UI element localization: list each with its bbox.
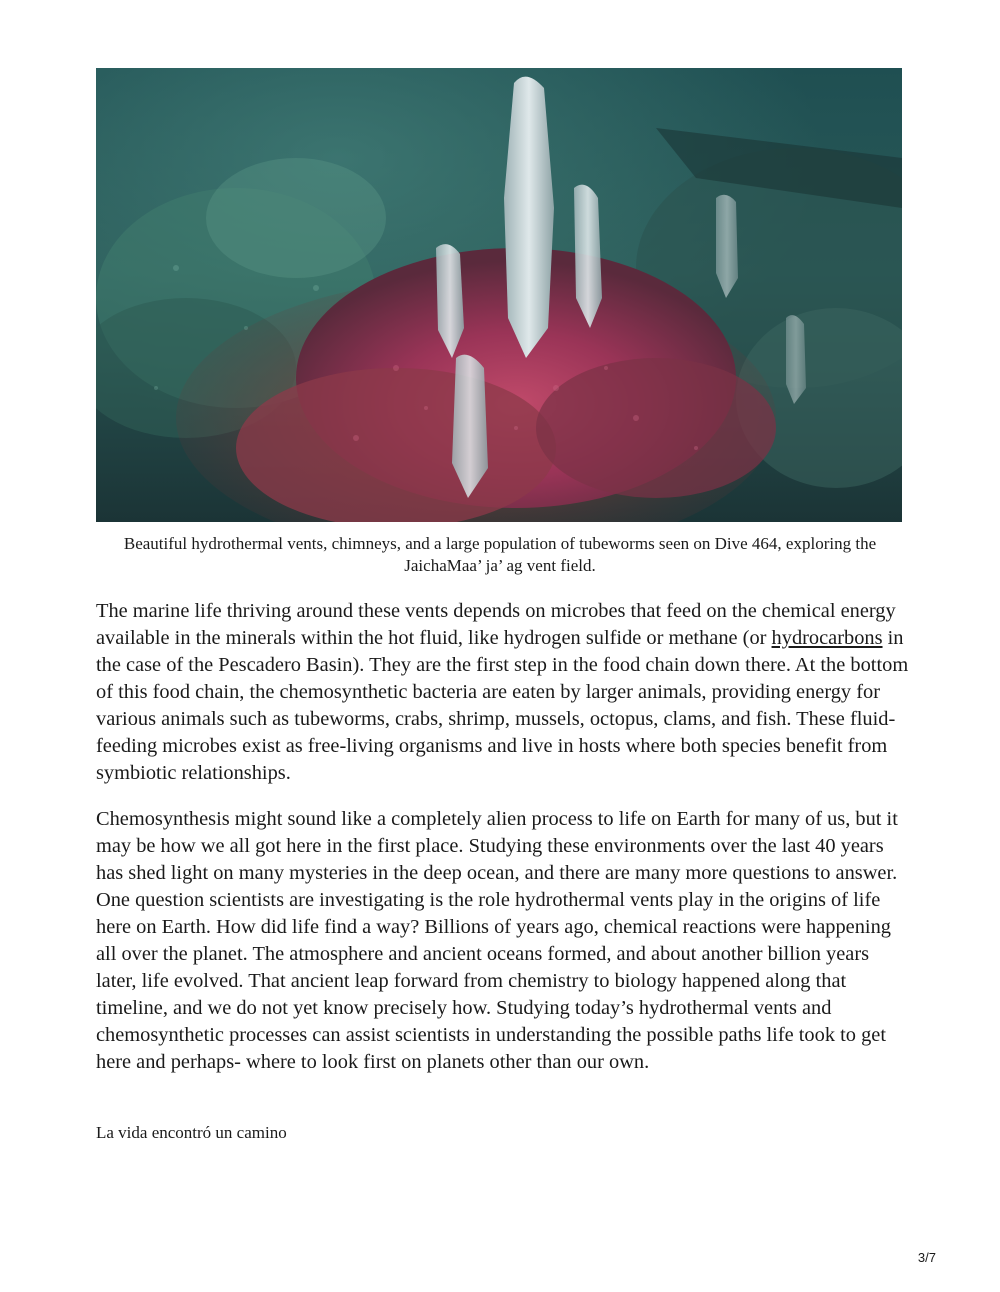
page-number: 3/7 — [917, 1250, 936, 1265]
hydrocarbons-link[interactable]: hydrocarbons — [771, 627, 883, 649]
figure-caption: Beautiful hydrothermal vents, chimneys, and a large population of tubeworms seen on Dive 464, exploring the JaichaMaa’ ja’ ag vent field. — [123, 534, 877, 575]
body-paragraph-1 — [96, 598, 911, 787]
paragraph-1-text-b: in the case of the Pescadero Basin). They are the first step in the food chain down there. At the bottom of this food chain, the chemosynthetic bacteria are eaten by larger animals, providing energy for various animals such as tubeworms, crabs, shrimp, mussels, octopus, clams, and fish. These fluid-feeding microbes exist as free-living organisms and live in hosts where both species benefit from symbiotic relationships. — [96, 627, 909, 784]
body-paragraph-2: Chemosynthesis might sound like a completely alien process to life on Earth for many of us, but it may be how we all got here in the first place. Studying these environments over the last 40 years has shed light on many mysteries in the deep ocean, and there are many more questions to answer. One question scientists are investigating is the role hydrothermal vents play in the origins of life here on Earth. How did life find a way? Billions of years ago, chemical reactions were happening all over the planet. The atmosphere and ancient oceans formed, and about another billion years later, life evolved. That ancient leap forward from chemistry to biology happened along that timeline, and we do not yet know precisely how. Studying today’s hydrothermal vents and chemosynthetic processes can assist scientists in understanding the possible paths life took to get here and perhaps- where to look first on planets other than our own. — [96, 808, 898, 1073]
paragraph-1-text-a: The marine life thriving around these vents depends on microbes that feed on the chemical energy available in the minerals within the hot fluid, like hydrogen sulfide or methane (or — [96, 600, 896, 649]
section-subtitle: La vida encontró un camino — [96, 1123, 287, 1142]
hydrothermal-vent-photo — [96, 68, 902, 522]
